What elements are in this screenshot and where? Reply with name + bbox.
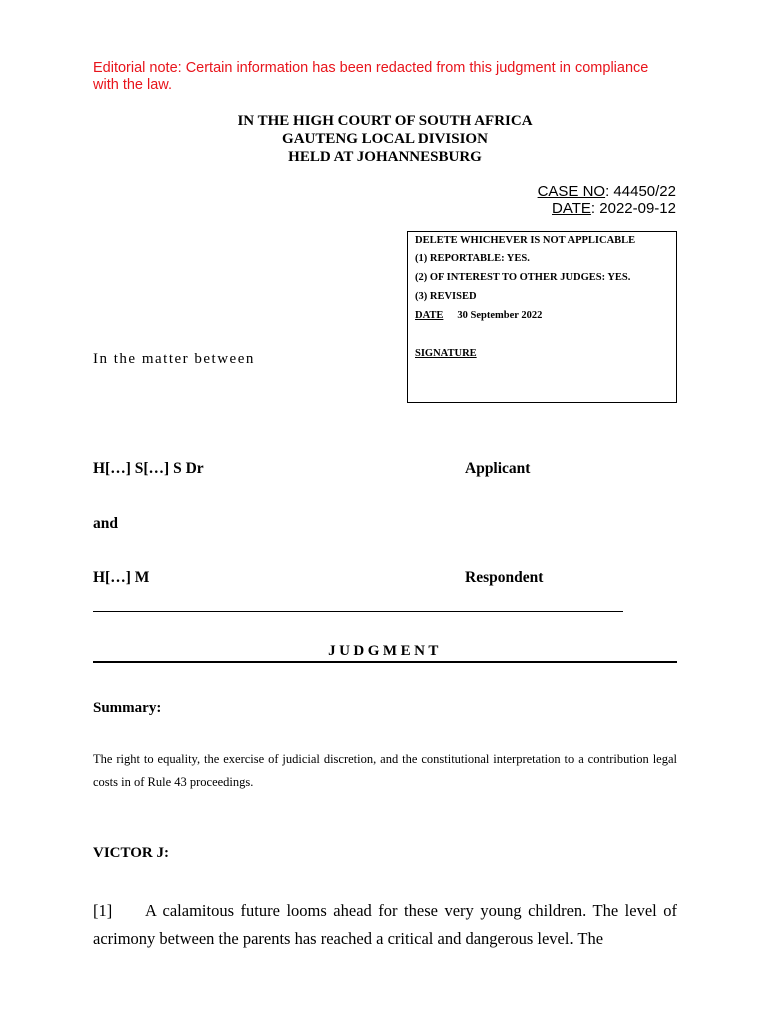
reportable-box (407, 231, 677, 403)
applicant-name: H[…] S[…] S Dr (93, 460, 204, 477)
case-info (538, 183, 676, 217)
reportable-status: (1) REPORTABLE: YES. (415, 253, 530, 264)
revised-status: (3) REVISED (415, 291, 477, 302)
signature-label: SIGNATURE (415, 348, 477, 359)
separator-line (93, 611, 623, 612)
case-date (538, 200, 676, 217)
court-name: IN THE HIGH COURT OF SOUTH AFRICA (237, 113, 533, 129)
paragraph-number: [1] (93, 901, 113, 920)
judgment-rule (93, 661, 677, 663)
case-number-value: : 44450/22 (605, 183, 676, 200)
paragraph-text: A calamitous future looms ahead for these very young children. The level of acrimony between the parents has reached a critical and dangerous level. The (93, 901, 677, 948)
applicant-role: Applicant (465, 460, 531, 477)
judge-name: VICTOR J: (93, 845, 169, 861)
matter-between: In the matter between (93, 351, 255, 367)
report-box-date-label: DATE (415, 310, 444, 321)
interest-status: (2) OF INTEREST TO OTHER JUDGES: YES. (415, 272, 631, 283)
case-number-label: CASE NO (537, 183, 606, 200)
case-date-value: : 2022-09-12 (590, 200, 676, 217)
respondent-name: H[…] M (93, 569, 150, 586)
report-box-date (415, 310, 542, 321)
and-text: and (93, 515, 118, 532)
report-box-heading: DELETE WHICHEVER IS NOT APPLICABLE (415, 235, 636, 246)
case-number (538, 183, 676, 200)
judgment-title: JUDGMENT (328, 643, 442, 659)
summary-text: The right to equality, the exercise of judicial discretion, and the constitutional interpretation to a contribution legal costs in of Rule 43 proceedings. (93, 752, 677, 789)
summary-heading: Summary: (93, 700, 162, 716)
case-date-label: DATE (552, 200, 591, 217)
paragraph-1 (93, 897, 677, 953)
respondent-role: Respondent (465, 569, 544, 586)
report-box-date-value: 30 September 2022 (457, 310, 543, 321)
court-division: GAUTENG LOCAL DIVISION (282, 131, 488, 147)
editorial-note: Editorial note: Certain information has been redacted from this judgment in compliance with the law. (93, 60, 649, 93)
court-heading (93, 112, 677, 166)
court-location: HELD AT JOHANNESBURG (288, 149, 482, 165)
